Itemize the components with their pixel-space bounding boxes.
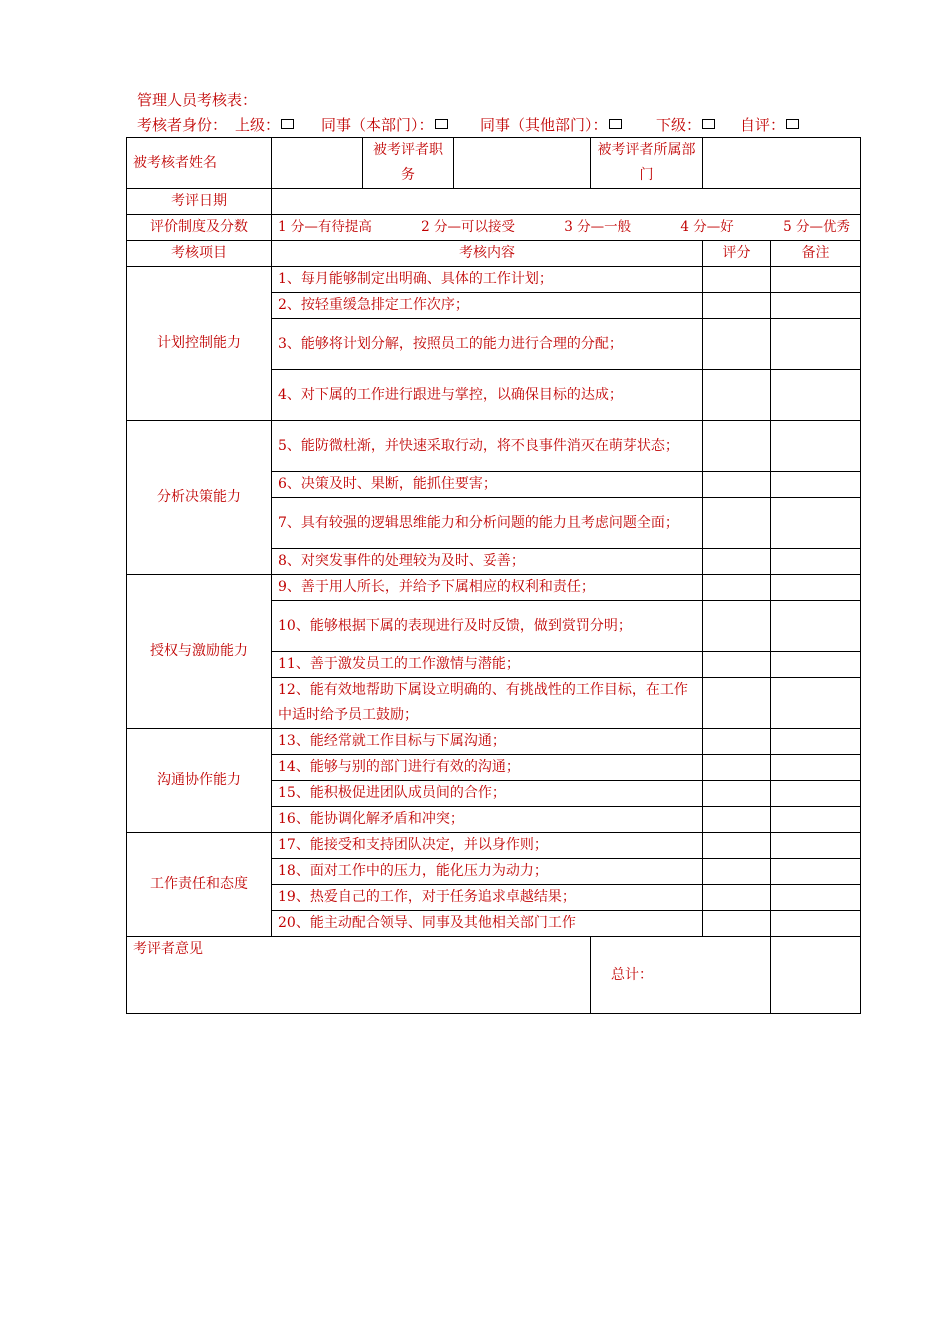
score-cell[interactable]	[703, 911, 771, 937]
remarks-cell[interactable]	[771, 575, 861, 601]
remarks-cell[interactable]	[771, 652, 861, 678]
checkbox-subordinate[interactable]	[702, 119, 715, 129]
score-cell[interactable]	[703, 652, 771, 678]
checkbox-peer-other-dept[interactable]	[609, 119, 622, 129]
remarks-cell[interactable]	[771, 319, 861, 370]
criterion-item: 9、善于用人所长，并给予下属相应的权利和责任；	[272, 575, 703, 601]
criterion-item: 20、能主动配合领导、同事及其他相关部门工作	[272, 911, 703, 937]
criterion-item: 16、能协调化解矛盾和冲突；	[272, 807, 703, 833]
remarks-cell[interactable]	[771, 498, 861, 549]
remarks-cell[interactable]	[771, 911, 861, 937]
identity-option-peer-other-dept[interactable]: 同事（其他部门）：	[480, 115, 622, 135]
criterion-item: 14、能够与别的部门进行有效的沟通；	[272, 755, 703, 781]
criterion-item: 3、能够将计划分解，按照员工的能力进行合理的分配；	[272, 319, 703, 370]
identity-line	[137, 115, 227, 135]
criterion-item: 18、面对工作中的压力，能化压力为动力；	[272, 859, 703, 885]
checkbox-peer-same-dept[interactable]	[435, 119, 448, 129]
column-header-project: 考核项目	[127, 241, 272, 267]
remarks-cell[interactable]	[771, 833, 861, 859]
total-field[interactable]	[771, 937, 861, 1014]
score-cell[interactable]	[703, 319, 771, 370]
score-cell[interactable]	[703, 885, 771, 911]
remarks-cell[interactable]	[771, 293, 861, 319]
criterion-item: 1、每月能够制定出明确、具体的工作计划；	[272, 267, 703, 293]
scale-2: 2 分—可以接受	[421, 219, 516, 235]
criterion-item: 2、按轻重缓急排定工作次序；	[272, 293, 703, 319]
score-cell[interactable]	[703, 678, 771, 729]
scale-1: 1 分—有待提高	[278, 219, 372, 235]
column-header-score: 评分	[703, 241, 771, 267]
score-cell[interactable]	[703, 267, 771, 293]
criterion-item: 8、对突发事件的处理较为及时、妥善；	[272, 549, 703, 575]
remarks-cell[interactable]	[771, 781, 861, 807]
score-cell[interactable]	[703, 807, 771, 833]
evaluator-opinion-field[interactable]	[127, 937, 591, 1014]
criterion-item: 17、能接受和支持团队决定，并以身作则；	[272, 833, 703, 859]
checkbox-superior[interactable]	[281, 119, 294, 129]
remarks-cell[interactable]	[771, 885, 861, 911]
evaluator-opinion-label: 考评者意见	[133, 941, 203, 957]
score-cell[interactable]	[703, 781, 771, 807]
criterion-item: 13、能经常就工作目标与下属沟通；	[272, 729, 703, 755]
remarks-cell[interactable]	[771, 472, 861, 498]
criterion-item: 6、决策及时、果断，能抓住要害；	[272, 472, 703, 498]
identity-option-self[interactable]: 自评：	[740, 115, 799, 135]
score-cell[interactable]	[703, 729, 771, 755]
criterion-item: 19、热爱自己的工作，对于任务追求卓越结果；	[272, 885, 703, 911]
criterion-item: 4、对下属的工作进行跟进与掌控，以确保目标的达成；	[272, 370, 703, 421]
identity-option-subordinate[interactable]: 下级：	[656, 115, 715, 135]
section-name: 工作责任和态度	[127, 833, 272, 937]
section-name: 计划控制能力	[127, 267, 272, 421]
total-label-cell	[591, 937, 771, 1014]
date-field[interactable]	[272, 189, 861, 215]
department-field[interactable]	[703, 138, 861, 189]
section-name: 分析决策能力	[127, 421, 272, 575]
remarks-cell[interactable]	[771, 807, 861, 833]
score-cell[interactable]	[703, 549, 771, 575]
remarks-cell[interactable]	[771, 755, 861, 781]
criterion-item: 12、能有效地帮助下属设立明确的、有挑战性的工作目标，在工作中适时给予员工鼓励；	[272, 678, 703, 729]
score-cell[interactable]	[703, 859, 771, 885]
remarks-cell[interactable]	[771, 421, 861, 472]
name-field[interactable]	[272, 138, 363, 189]
score-cell[interactable]	[703, 498, 771, 549]
identity-option-superior[interactable]: 上级：	[235, 115, 294, 135]
remarks-cell[interactable]	[771, 370, 861, 421]
section-name: 沟通协作能力	[127, 729, 272, 833]
remarks-cell[interactable]	[771, 678, 861, 729]
criterion-item: 11、善于激发员工的工作激情与潜能；	[272, 652, 703, 678]
identity-label: 考核者身份：	[137, 116, 228, 134]
remarks-cell[interactable]	[771, 859, 861, 885]
scale-5: 5 分—优秀	[783, 219, 850, 235]
remarks-cell[interactable]	[771, 601, 861, 652]
score-cell[interactable]	[703, 755, 771, 781]
score-cell[interactable]	[703, 421, 771, 472]
criterion-item: 10、能够根据下属的表现进行及时反馈，做到赏罚分明；	[272, 601, 703, 652]
section-name: 授权与激励能力	[127, 575, 272, 729]
remarks-cell[interactable]	[771, 549, 861, 575]
score-cell[interactable]	[703, 575, 771, 601]
position-field[interactable]	[454, 138, 591, 189]
date-label: 考评日期	[127, 189, 272, 215]
scale-3: 3 分—一般	[564, 219, 632, 235]
scoring-scale	[272, 215, 861, 241]
identity-option-peer-same-dept[interactable]: 同事（本部门）：	[321, 115, 448, 135]
scale-4: 4 分—好	[680, 219, 734, 235]
total-label: 总计：	[611, 966, 653, 983]
remarks-cell[interactable]	[771, 729, 861, 755]
score-cell[interactable]	[703, 370, 771, 421]
score-cell[interactable]	[703, 601, 771, 652]
checkbox-self[interactable]	[786, 119, 799, 129]
criterion-item: 15、能积极促进团队成员间的合作；	[272, 781, 703, 807]
scoring-label: 评价制度及分数	[127, 215, 272, 241]
score-cell[interactable]	[703, 472, 771, 498]
remarks-cell[interactable]	[771, 267, 861, 293]
column-header-remarks: 备注	[771, 241, 861, 267]
name-label: 被考核者姓名	[127, 138, 272, 189]
evaluation-table	[126, 137, 861, 1014]
position-label: 被考评者职务	[363, 138, 454, 189]
score-cell[interactable]	[703, 833, 771, 859]
score-cell[interactable]	[703, 293, 771, 319]
criterion-item: 5、能防微杜渐，并快速采取行动，将不良事件消灭在萌芽状态；	[272, 421, 703, 472]
criterion-item: 7、具有较强的逻辑思维能力和分析问题的能力且考虑问题全面；	[272, 498, 703, 549]
form-title: 管理人员考核表：	[137, 91, 258, 109]
column-header-content: 考核内容	[272, 241, 703, 267]
department-label: 被考评者所属部门	[591, 138, 703, 189]
